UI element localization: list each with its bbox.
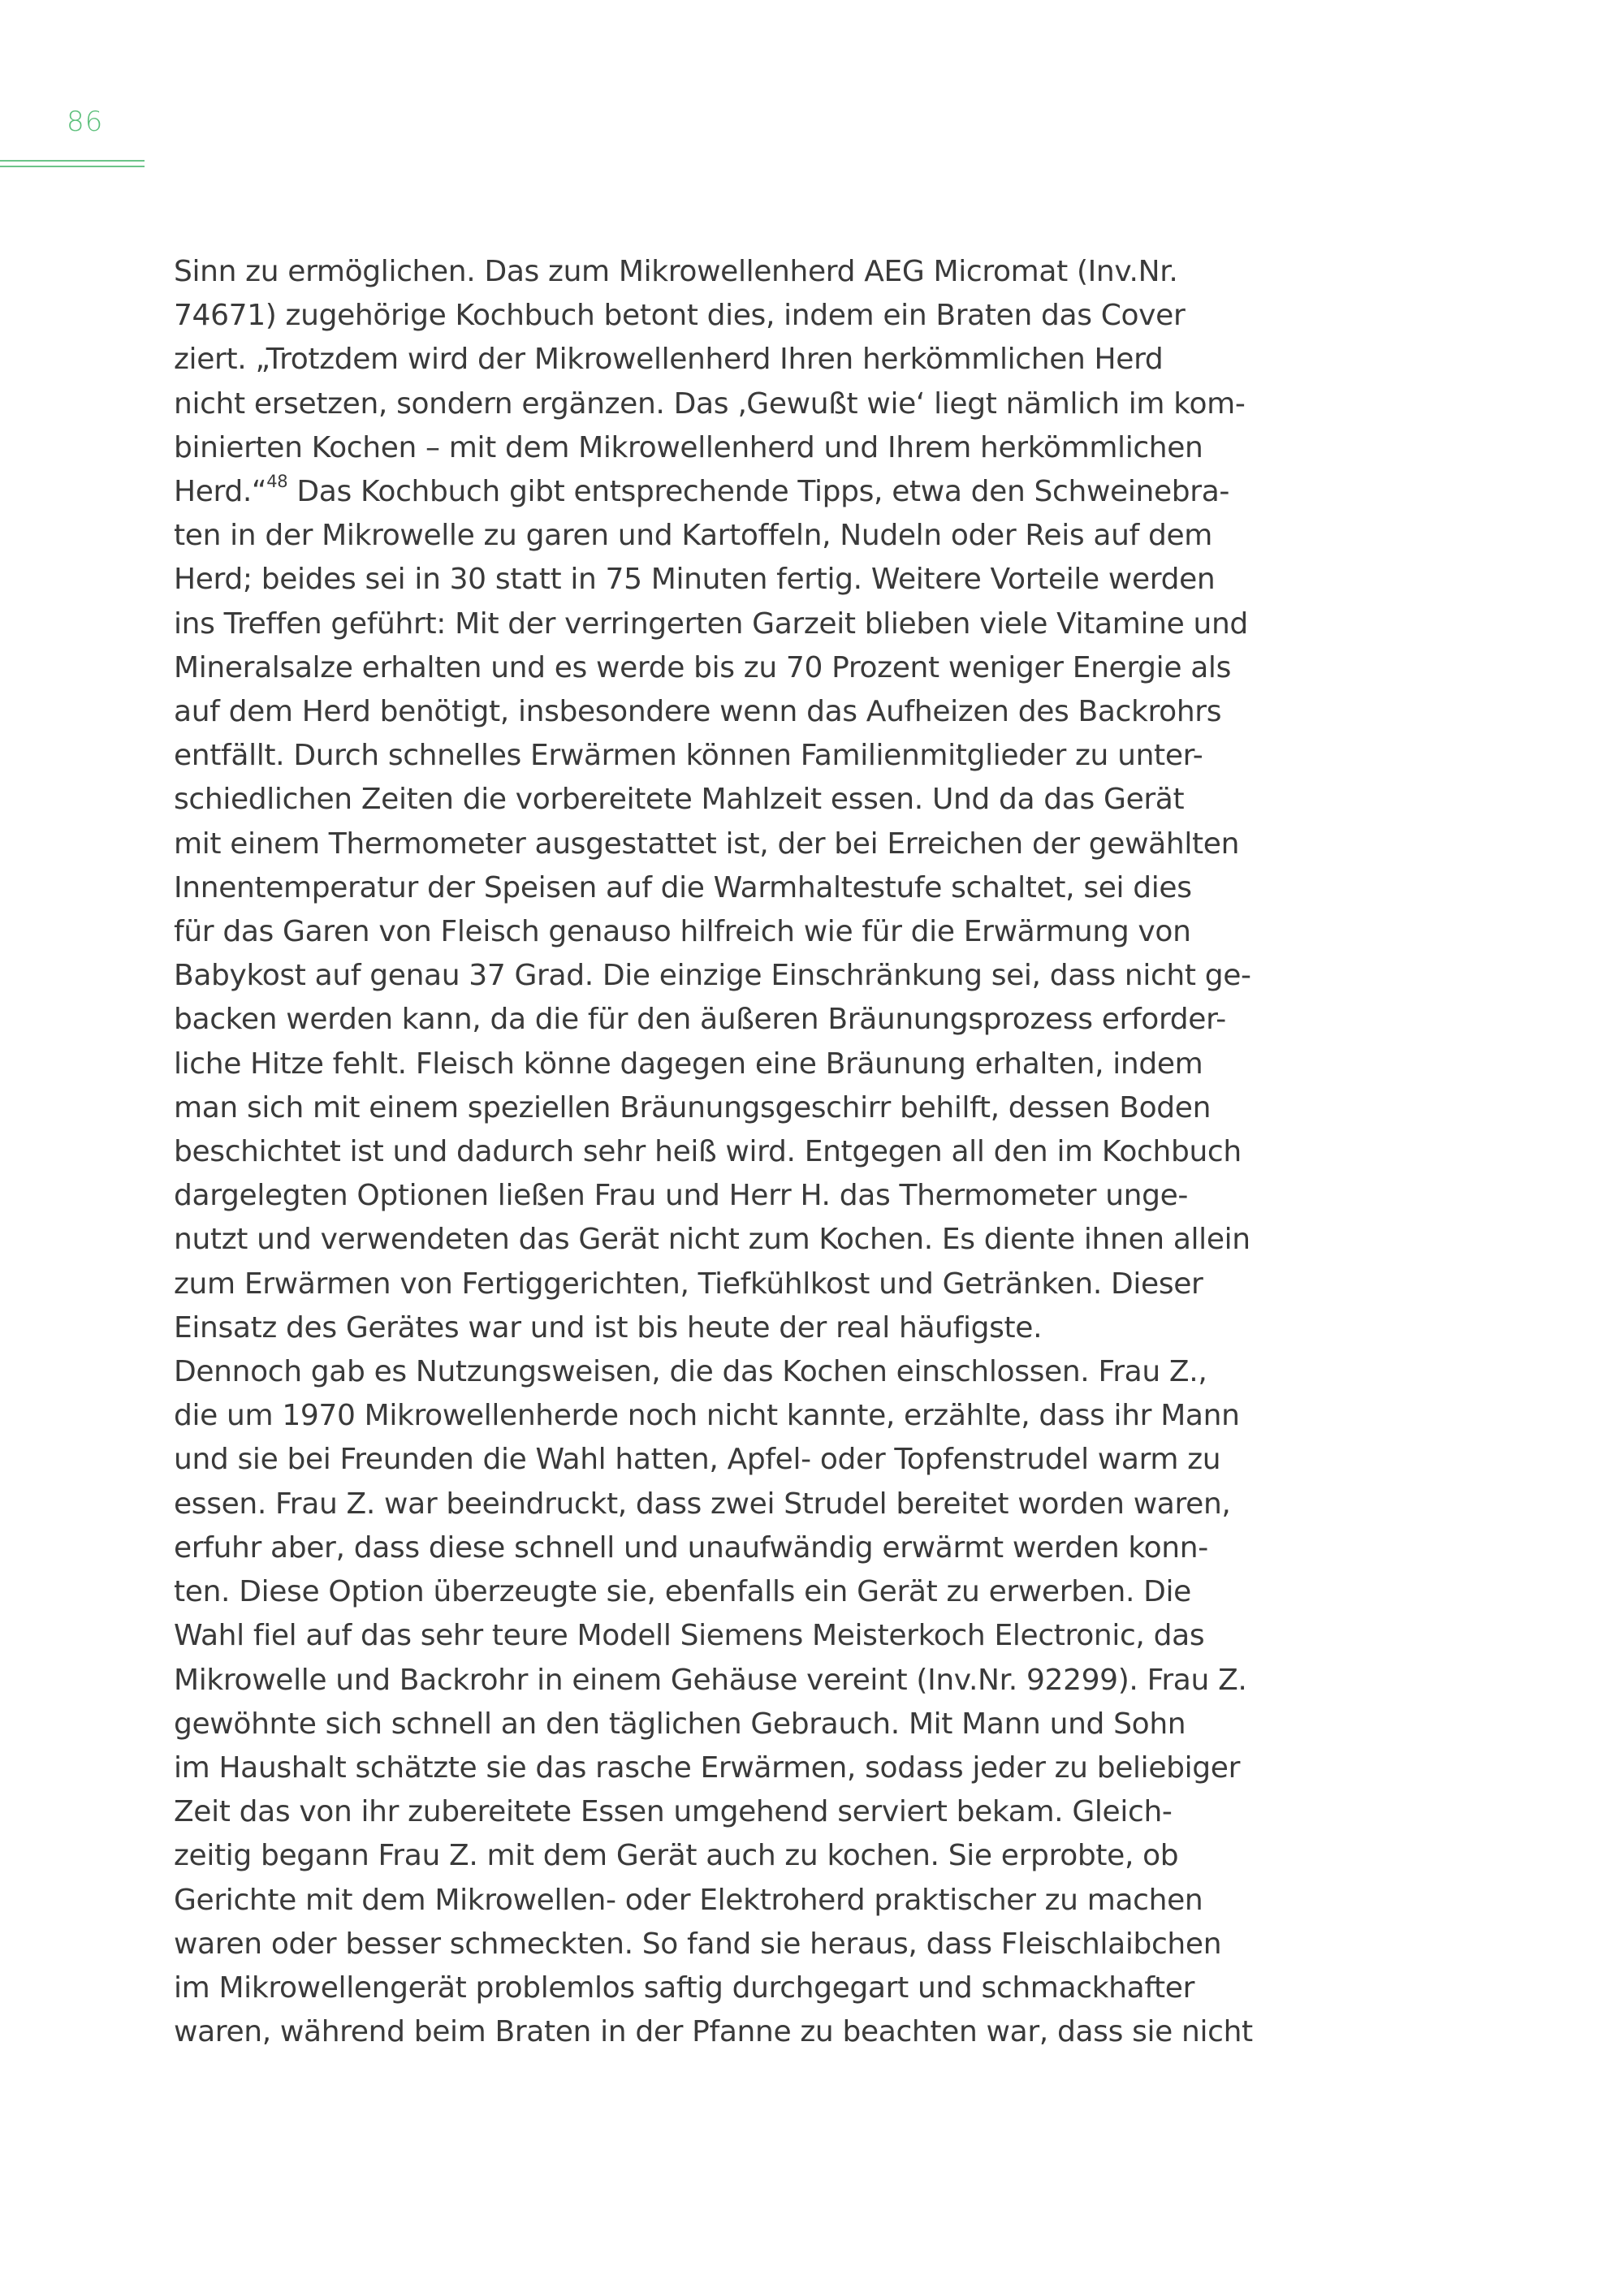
- text-line: zum Erwärmen von Fertiggerichten, Tiefkühlkost und Getränken. Dieser: [174, 1267, 1203, 1301]
- text-line: Einsatz des Gerätes war und ist bis heute der real häufigste.: [174, 1310, 1043, 1345]
- header-rule-top: [0, 160, 145, 162]
- text-line: dargelegten Optionen ließen Frau und Herr H. das Thermometer unge-: [174, 1179, 1189, 1213]
- text-line: waren, während beim Braten in der Pfanne zu beachten war, dass sie nicht: [174, 2015, 1253, 2049]
- text-line: im Mikrowellengerät problemlos saftig durchgegart und schmackhafter: [174, 1970, 1195, 2005]
- text-line: Mikrowelle und Backrohr in einem Gehäuse vereint (Inv.Nr. 92299). Frau Z.: [174, 1663, 1247, 1697]
- text-line: nicht ersetzen, sondern ergänzen. Das ‚Gewußt wie‘ liegt nämlich im kom-: [174, 386, 1246, 421]
- text-line: ziert. „Trotzdem wird der Mikrowellenherd Ihren herkömmlichen Herd: [174, 343, 1164, 377]
- text-line: Herd; beides sei in 30 statt in 75 Minuten fertig. Weitere Vorteile werden: [174, 563, 1216, 597]
- text-line: binierten Kochen – mit dem Mikrowellenherd und Ihrem herkömmlichen: [174, 430, 1203, 464]
- text-line: die um 1970 Mikrowellenherde noch nicht kannte, erzählte, dass ihr Mann: [174, 1399, 1240, 1433]
- text-line: Babykost auf genau 37 Grad. Die einzige Einschränkung sei, dass nicht ge-: [174, 959, 1251, 993]
- line-continuation: Das Kochbuch gibt entsprechende Tipps, etwa den Schweinebra-: [287, 475, 1230, 509]
- page-number: 86: [67, 106, 104, 138]
- body-text: [174, 250, 1440, 2054]
- header-rule-bottom: [0, 166, 145, 167]
- text-line: man sich mit einem speziellen Bräunungsgeschirr behilft, dessen Boden: [174, 1090, 1212, 1124]
- text-line: Zeit das von ihr zubereitete Essen umgehend serviert bekam. Gleich-: [174, 1795, 1173, 1829]
- text-line: essen. Frau Z. war beeindruckt, dass zwei Strudel bereitet worden waren,: [174, 1487, 1231, 1521]
- text-line: backen werden kann, da die für den äußeren Bräunungsprozess erforder-: [174, 1003, 1226, 1037]
- text-line: für das Garen von Fleisch genauso hilfreich wie für die Erwärmung von: [174, 915, 1191, 949]
- text-line: ten in der Mikrowelle zu garen und Kartoffeln, Nudeln oder Reis auf dem: [174, 519, 1212, 553]
- text-line: erfuhr aber, dass diese schnell und unaufwändig erwärmt werden konn-: [174, 1530, 1208, 1565]
- text-line-with-footnote: [174, 470, 1440, 514]
- text-line: Mineralsalze erhalten und es werde bis zu 70 Prozent weniger Energie als: [174, 650, 1231, 684]
- text-line: und sie bei Freunden die Wahl hatten, Apfel- oder Topfenstrudel warm zu: [174, 1443, 1221, 1477]
- text-line: waren oder besser schmeckten. So fand sie heraus, dass Fleischlaibchen: [174, 1927, 1222, 1961]
- text-line: beschichtet ist und dadurch sehr heiß wird. Entgegen all den im Kochbuch: [174, 1135, 1242, 1169]
- text-line: schiedlichen Zeiten die vorbereitete Mahlzeit essen. Und da das Gerät: [174, 783, 1185, 817]
- text-line: liche Hitze fehlt. Fleisch könne dagegen eine Bräunung erhalten, indem: [174, 1047, 1203, 1081]
- text-line: mit einem Thermometer ausgestattet ist, der bei Erreichen der gewählten: [174, 827, 1240, 861]
- footnote-marker: 48: [266, 472, 288, 492]
- text-line: Sinn zu ermöglichen. Das zum Mikrowellenherd AEG Micromat (Inv.Nr.: [174, 255, 1178, 288]
- text-line: zeitig begann Frau Z. mit dem Gerät auch zu kochen. Sie erprobte, ob: [174, 1839, 1179, 1873]
- text-line: Wahl fiel auf das sehr teure Modell Siemens Meisterkoch Electronic, das: [174, 1619, 1205, 1653]
- text-line: gewöhnte sich schnell an den täglichen Gebrauch. Mit Mann und Sohn: [174, 1707, 1186, 1741]
- text-line: Gerichte mit dem Mikrowellen- oder Elektroherd praktischer zu machen: [174, 1883, 1203, 1917]
- text-line: ten. Diese Option überzeugte sie, ebenfalls ein Gerät zu erwerben. Die: [174, 1575, 1191, 1609]
- text-line: Innentemperatur der Speisen auf die Warmhaltestufe schaltet, sei dies: [174, 870, 1192, 904]
- paragraph-start-line: Dennoch gab es Nutzungsweisen, die das Kochen einschlossen. Frau Z.,: [174, 1355, 1207, 1389]
- text-line: ins Treffen geführt: Mit der verringerten Garzeit blieben viele Vitamine und: [174, 606, 1248, 641]
- quote-end: Herd.“: [174, 475, 267, 509]
- text-line: nutzt und verwendeten das Gerät nicht zum Kochen. Es diente ihnen allein: [174, 1223, 1250, 1257]
- text-line: im Haushalt schätzte sie das rasche Erwärmen, sodass jeder zu beliebiger: [174, 1750, 1241, 1785]
- text-line: 74671) zugehörige Kochbuch betont dies, indem ein Braten das Cover: [174, 299, 1186, 333]
- text-line: auf dem Herd benötigt, insbesondere wenn das Aufheizen des Backrohrs: [174, 695, 1222, 729]
- text-line: entfällt. Durch schnelles Erwärmen können Familienmitglieder zu unter-: [174, 739, 1203, 773]
